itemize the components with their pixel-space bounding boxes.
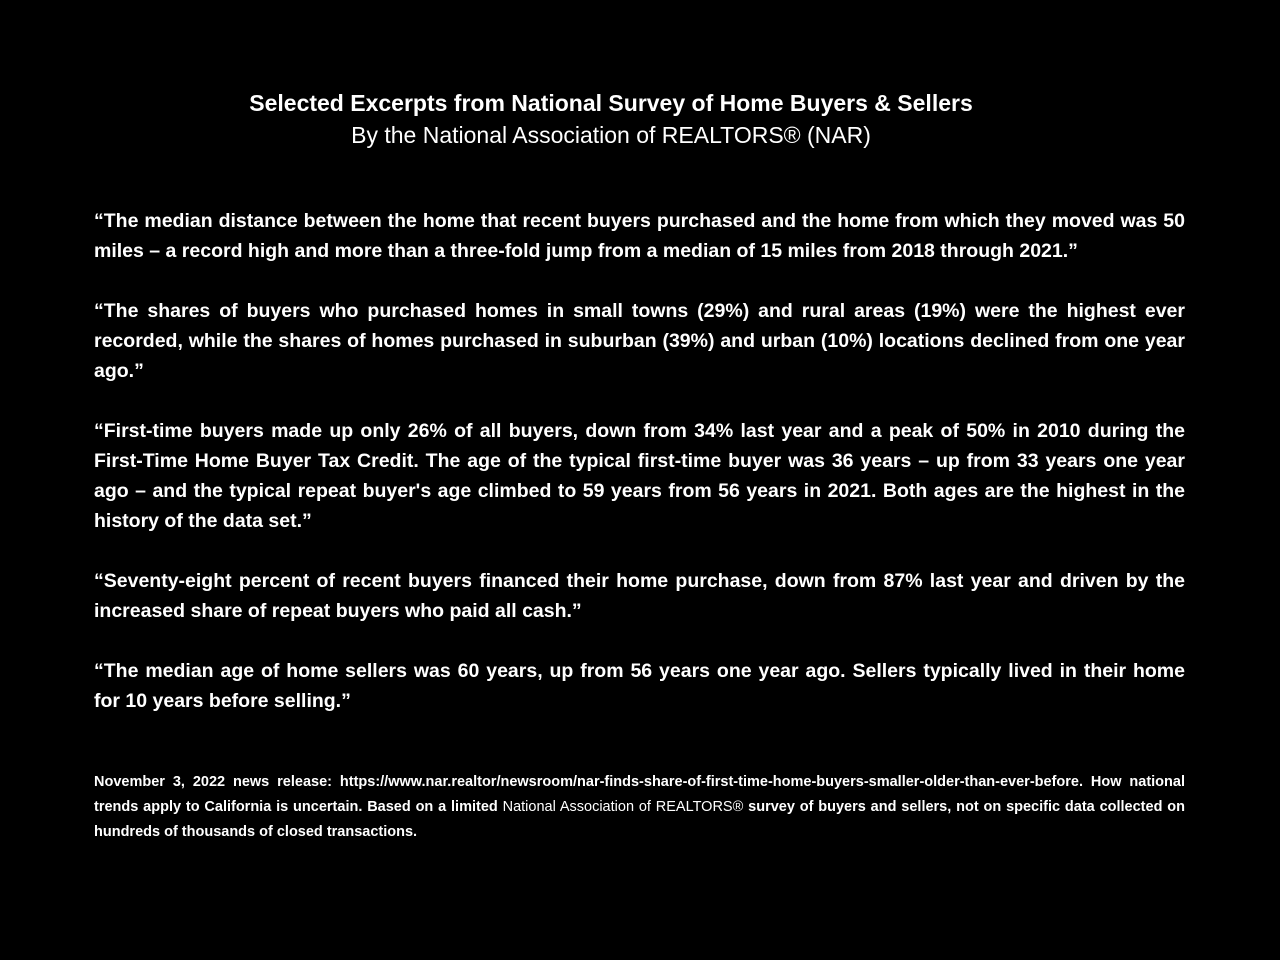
quote-first-time-buyers: “First-time buyers made up only 26% of all buyers, down from 34% last year and a peak of 50% in 2010 during the First-Time Home Buyer Tax Credit. The age of the typical first-time buyer was 36 years – up from 33 years one year ago – and the typical repeat buyer's age climbed to 59 years from 56 years in 2021. Both ages are the highest in the history of the data set.” — [94, 420, 1185, 532]
source-footnote — [94, 770, 1185, 845]
quotes-section — [94, 206, 1185, 716]
header — [0, 87, 1222, 151]
quote-median-distance: “The median distance between the home that recent buyers purchased and the home from which they moved was 50 miles – a record high and more than a three-fold jump from a median of 15 miles from 2018 through 2021.” — [94, 210, 1185, 262]
page-subtitle: By the National Association of REALTORS® (NAR) — [351, 122, 871, 148]
quote-town-shares: “The shares of buyers who purchased homes in small towns (29%) and rural areas (19%) were the highest ever recorded, while the shares of homes purchased in suburban (39%) and urban (10%) locations declined from one year ago.” — [94, 300, 1185, 382]
quote-financing: “Seventy-eight percent of recent buyers financed their home purchase, down from 87% last year and driven by the increased share of repeat buyers who paid all cash.” — [94, 570, 1185, 622]
page-title: Selected Excerpts from National Survey of Home Buyers & Sellers — [249, 90, 973, 116]
footnote-disclaimer: survey of buyers and sellers, not on specific data collected on hundreds of thousands of closed transactions. — [94, 799, 1185, 840]
footnote-source: November 3, 2022 news release: https://www.nar.realtor/newsroom/nar-finds-share-of-first-time-home-buyers-smaller-older-than-ever-before. How national trends apply to California is uncertain. Based on a limited — [94, 774, 1185, 815]
quote-seller-age: “The median age of home sellers was 60 years, up from 56 years one year ago. Sellers typically lived in their home for 10 years before selling.” — [94, 660, 1185, 712]
footnote-organization: National Association of REALTORS® — [502, 799, 744, 815]
